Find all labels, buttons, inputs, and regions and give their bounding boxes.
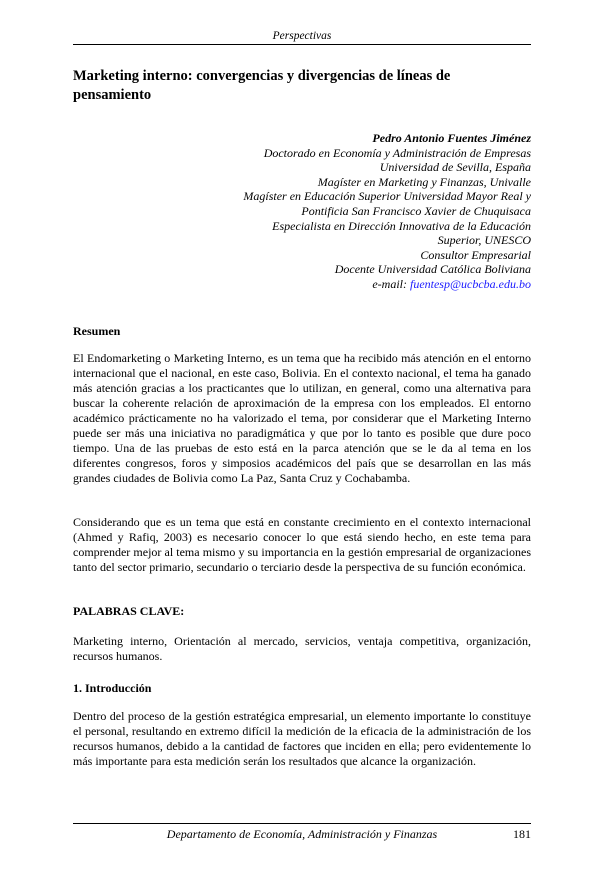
article-title: Marketing interno: convergencias y divergencias de líneas de pensamiento xyxy=(73,68,451,103)
running-title: Perspectivas xyxy=(272,30,332,42)
author-email-line xyxy=(191,277,531,292)
author-credential: Pontificia San Francisco Xavier de Chuquisaca xyxy=(301,203,531,218)
page-footer xyxy=(73,823,531,843)
author-block xyxy=(191,131,531,292)
author-credential: Consultor Empresarial xyxy=(420,247,531,262)
intro-heading: 1. Introducción xyxy=(73,681,152,695)
author-credential: Magíster en Marketing y Finanzas, Univalle xyxy=(317,174,531,189)
keywords-text: Marketing interno, Orientación al mercado, servicios, ventaja competitiva, organización, recursos humanos. xyxy=(73,634,531,663)
author-credential: Superior, UNESCO xyxy=(437,233,531,248)
resumen-paragraph-2: Considerando que es un tema que está en constante crecimiento en el contexto internacional (Ahmed y Rafiq, 2003) es necesario conocer lo que está siendo hecho, en este tema para comprender mejor al tema mismo y su importancia en la gestión empresarial de organizaciones tanto del sector primario, secundario o terciario desde la perspectiva de su función económica. xyxy=(73,515,531,574)
running-header xyxy=(73,30,531,45)
footer-department: Departamento de Economía, Administración y Finanzas xyxy=(166,827,438,841)
email-link[interactable]: fuentesp@ucbcba.edu.bo xyxy=(409,276,531,291)
author-credential: Magíster en Educación Superior Universidad Mayor Real y xyxy=(243,189,531,204)
page-number: 181 xyxy=(513,827,531,841)
author-credential: Docente Universidad Católica Boliviana xyxy=(334,262,531,277)
intro-paragraph-1: Dentro del proceso de la gestión estratégica empresarial, un elemento importante lo constituye el personal, resultando en extremo difícil la medición de la eficacia de la administración de los recursos humanos, debido a la cantidad de factores que inciden en ella; pero evidentemente lo más importante para esta medición serán los resultados que alcance la organización. xyxy=(73,709,531,768)
email-label: e-mail: xyxy=(372,276,407,291)
author-credential: Universidad de Sevilla, España xyxy=(379,160,531,175)
keywords-heading: PALABRAS CLAVE: xyxy=(73,604,185,618)
author-credential: Doctorado en Economía y Administración de Empresas xyxy=(263,145,531,160)
resumen-heading: Resumen xyxy=(73,324,121,338)
resumen-paragraph-1: El Endomarketing o Marketing Interno, es un tema que ha recibido más atención en el entorno internacional que el nacional, en este caso, Bolivia. En el contexto nacional, el tema ha ganado más atención gracias a los practicantes que lo utilizan, en general, como una alternativa para buscar la coherente relación de aproximación de la empresa con los empleados. El entorno académico prácticamente no ha valorizado el tema, por considerar que el Marketing Interno puede ser más una iniciativa no paradigmática y que por lo tanto es posible que dure poco tiempo. Una de las pruebas de esto está en la parca atención que se le da al tema en los diferentes congresos, foros y simposios académicos del país que se desarrollan en las más grandes ciudades de Bolivia como La Paz, Santa Cruz y Cochabamba. xyxy=(73,351,531,485)
author-credential: Especialista en Dirección Innovativa de la Educación xyxy=(272,218,531,233)
author-name: Pedro Antonio Fuentes Jiménez xyxy=(372,131,531,145)
